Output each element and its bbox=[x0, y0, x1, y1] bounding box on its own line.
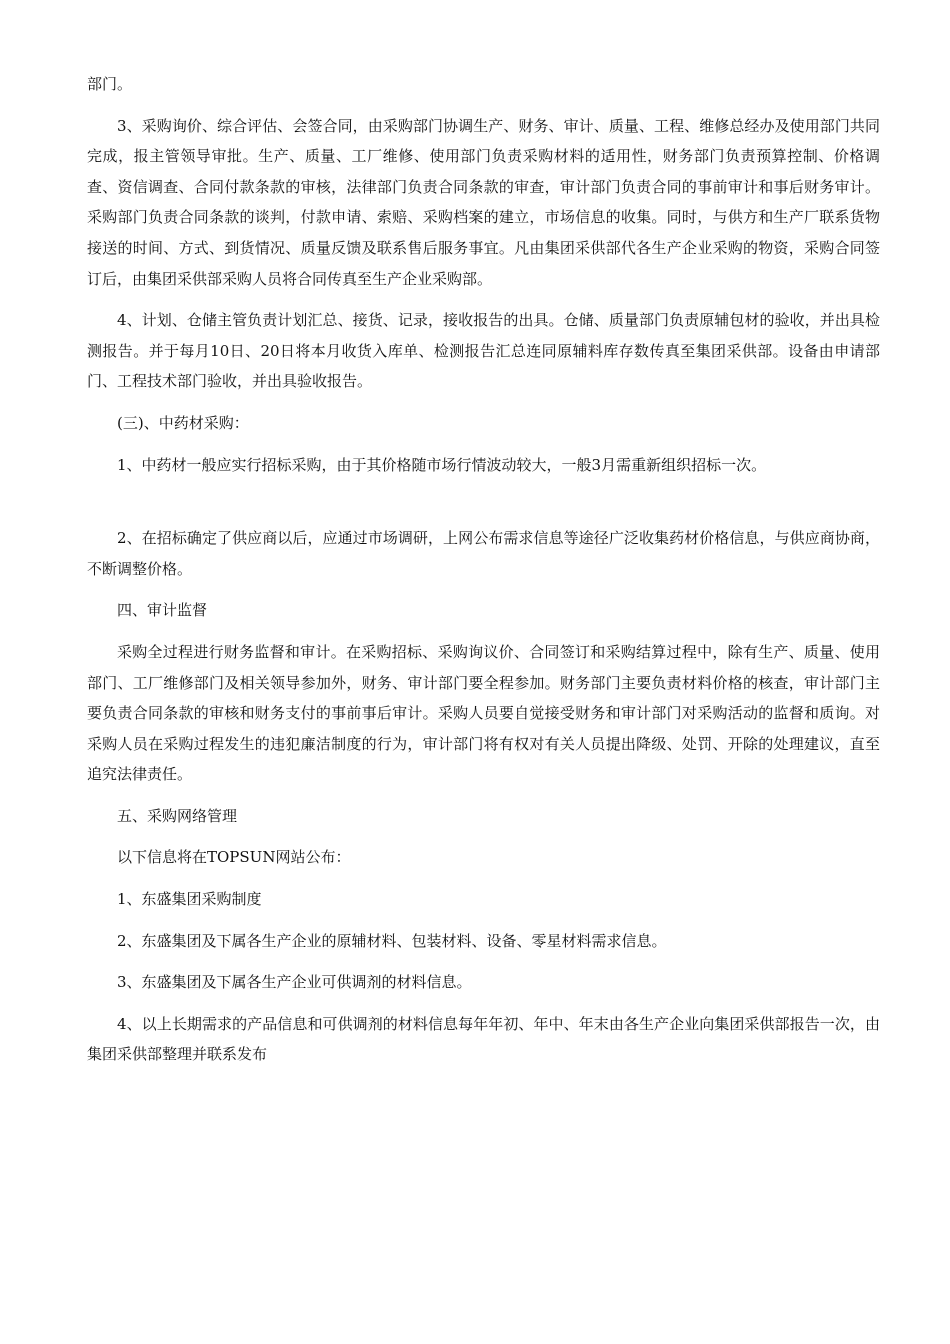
list-item-2: 2、东盛集团及下属各生产企业的原辅材料、包装材料、设备、零星材料需求信息。 bbox=[117, 931, 667, 950]
section-heading-audit: 四、审计监督 bbox=[117, 601, 208, 620]
paragraph-continuation: 部门。 bbox=[87, 75, 133, 93]
section-heading-network: 五、采购网络管理 bbox=[117, 806, 238, 825]
list-item-3: 3、东盛集团及下属各生产企业可供调剂的材料信息。 bbox=[117, 973, 472, 992]
list-item-4: 4、以上长期需求的产品信息和可供调剂的材料信息每年年初、年中、年末由各生产企业向集团采供部报告一次，由集团采供部整理并联系发布 bbox=[87, 1014, 880, 1064]
paragraph-audit: 采购全过程进行财务监督和审计。在采购招标、采购询议价、合同签订和采购结算过程中，除有生产、质量、使用部门、工厂维修部门及相关领导参加外，财务、审计部门要全程参加。财务部门主要负责材料价格的核查，审计部门主要负责合同条款的审核和财务支付的事前事后审计。采购人员要自觉接受财务和审计部门对采购活动的监督和质询。对采购人员在采购过程发生的违犯廉洁制度的行为，审计部门将有权对有关人员提出降级、处罚、开除的处理建议，直至追究法律责任。 bbox=[87, 642, 880, 784]
paragraph-network-intro: 以下信息将在TOPSUN网站公布： bbox=[117, 848, 351, 867]
list-item-1: 1、东盛集团采购制度 bbox=[117, 890, 262, 909]
paragraph-tcm-2: 2、在招标确定了供应商以后，应通过市场调研，上网公布需求信息等途径广泛收集药材价格信息，与供应商协商，不断调整价格。 bbox=[87, 529, 880, 578]
section-heading-3: (三)、中药材采购： bbox=[117, 413, 249, 432]
paragraph-item-4: 4、计划、仓储主管负责计划汇总、接货、记录，接收报告的出具。仓储、质量部门负责原辅包材的验收，并出具检测报告。并于每月10日、20日将本月收货入库单、检测报告汇总连同原辅料库存数传真至集团采供部。设备由申请部门、工程技术部门验收，并出具验收报告。 bbox=[87, 311, 880, 391]
paragraph-item-3: 3、采购询价、综合评估、会签合同，由采购部门协调生产、财务、审计、质量、工程、维修总经办及使用部门共同完成，报主管领导审批。生产、质量、工厂维修、使用部门负责采购材料的适用性，财务部门负责预算控制、价格调查、资信调查、合同付款条款的审核，法律部门负责合同条款的审查，审计部门负责合同的事前审计和事后财务审计。采购部门负责合同条款的谈判，付款申请、索赔、采购档案的建立，市场信息的收集。同时，与供方和生产厂联系货物接送的时间、方式、到货情况、质量反馈及联系售后服务事宜。凡由集团采供部代各生产企业采购的物资，采购合同签订后，由集团采供部采购人员将合同传真至生产企业采购部。 bbox=[87, 116, 880, 288]
paragraph-tcm-1: 1、中药材一般应实行招标采购，由于其价格随市场行情波动较大，一般3月需重新组织招标一次。 bbox=[117, 455, 767, 474]
